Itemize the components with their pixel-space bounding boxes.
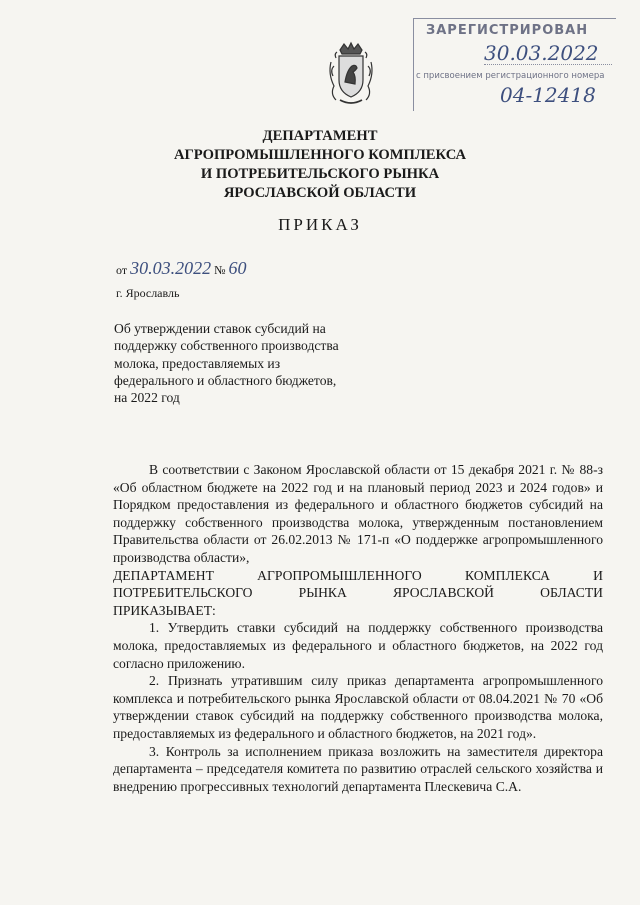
city-label: г. Ярославль (116, 286, 180, 300)
order-item-2: 2. Признать утратившим силу приказ департамента агропромышленного комплекса и потребительского рынка Ярославской области от 08.04.2021 № 70 «Об утверждении ставок субсидий на поддержку собственного производства молока, предоставляемых из федерального и областного бюджетов, на 2021 год». (113, 673, 603, 741)
from-label: от (116, 263, 128, 277)
department-header (0, 127, 640, 203)
date-number-line (116, 258, 247, 279)
caps-line-2: ПОТРЕБИТЕЛЬСКОГО РЫНКА ЯРОСЛАВСКОЙ ОБЛАСТИ (113, 585, 603, 601)
document-subject: Об утверждении ставок субсидий на поддержку собственного производства молока, предоставляемых из федерального и областного бюджетов, на 2022 год (114, 321, 339, 406)
coat-of-arms-icon (326, 40, 376, 108)
order-item-3: 3. Контроль за исполнением приказа возложить на заместителя директора департамента – председателя комитета по развитию отраслей сельского хозяйства и внедрению прогрессивных технологий департамента Плескевича С.А. (113, 743, 603, 794)
number-label: № (214, 263, 226, 277)
document-body (113, 461, 603, 795)
stamp-divider (484, 64, 612, 65)
header-line-4: ЯРОСЛАВСКОЙ ОБЛАСТИ (223, 185, 417, 201)
header-line-2: АГРОПРОМЫШЛЕННОГО КОМПЛЕКСА (173, 147, 467, 163)
header-line-3: И ПОТРЕБИТЕЛЬСКОГО РЫНКА (200, 166, 440, 182)
registration-stamp (413, 18, 616, 111)
stamp-subtitle: с присвоением регистрационного номера (416, 71, 605, 81)
header-line-1: ДЕПАРТАМЕНТ (262, 128, 378, 144)
stamp-title: ЗАРЕГИСТРИРОВАН (426, 23, 589, 38)
preamble-paragraph: В соответствии с Законом Ярославской области от 15 декабря 2021 г. № 88-з «Об областном бюджете на 2022 год и на плановый период 2023 и 2024 годов» и Порядком предоставления из федерального и областного бюджетов субсидий на поддержку собственного производства молока, утвержденным постановлением Правительства области от 26.02.2013 № 171-п «О поддержке агропромышленного производства области», (113, 462, 603, 565)
document-type-title: ПРИКАЗ (278, 215, 362, 234)
caps-line-3: ПРИКАЗЫВАЕТ: (113, 602, 216, 618)
stamp-date: 30.03.2022 (484, 41, 599, 65)
handwritten-date: 30.03.2022 (130, 258, 212, 278)
order-item-1: 1. Утвердить ставки субсидий на поддержку собственного производства молока, предоставляемых из федерального и областного бюджетов, на 2022 год согласно приложению. (113, 620, 603, 671)
stamp-reg-number: 04-12418 (500, 83, 596, 107)
handwritten-number: 60 (228, 258, 247, 278)
caps-line-1: ДЕПАРТАМЕНТ АГРОПРОМЫШЛЕННОГО КОМПЛЕКСА И (113, 567, 603, 583)
